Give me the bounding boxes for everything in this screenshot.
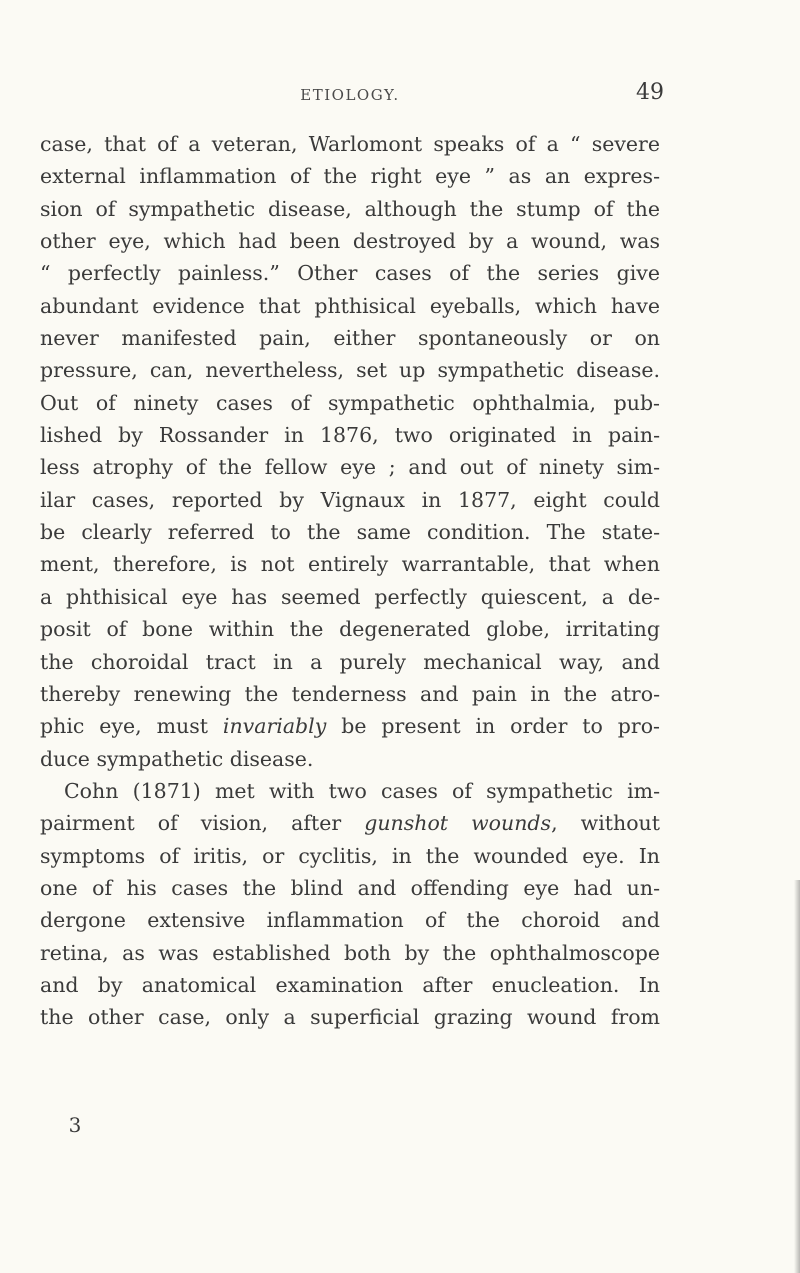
text-line: never manifested pain, either spontaneously or on xyxy=(40,326,660,351)
text-line: symptoms of iritis, or cyclitis, in the wounded eye. In xyxy=(40,843,660,868)
page-number: 49 xyxy=(636,80,664,105)
text-line: the choroidal tract in a purely mechanical way, and xyxy=(40,649,660,674)
running-head: ETIOLOGY. xyxy=(300,86,400,104)
text-line: be clearly referred to the same condition. The state- xyxy=(40,520,660,545)
text-line: duce sympathetic disease. xyxy=(40,746,314,771)
text-line: pressure, can, nevertheless, set up sympathetic disease. xyxy=(40,358,660,383)
italic-emphasis: gunshot wounds xyxy=(364,811,552,836)
text-line: thereby renewing the tenderness and pain in the atro- xyxy=(40,681,660,706)
text-line: one of his cases the blind and offending eye had un- xyxy=(40,875,660,900)
text-line: sion of sympathetic disease, although the stump of the xyxy=(40,196,660,221)
text-line: ilar cases, reported by Vignaux in 1877, eight could xyxy=(40,487,660,512)
signature-mark: 3 xyxy=(68,1113,82,1137)
text-line: Cohn (1871) met with two cases of sympathetic im- xyxy=(64,778,660,803)
text-line: posit of bone within the degenerated globe, irritating xyxy=(40,617,660,642)
text-line: Out of ninety cases of sympathetic ophthalmia, pub- xyxy=(40,390,660,415)
text-line: other eye, which had been destroyed by a wound, was xyxy=(40,229,660,254)
text-line: ment, therefore, is not entirely warrantable, that when xyxy=(40,552,660,577)
page-edge-shadow xyxy=(794,880,800,1273)
italic-emphasis: invariably xyxy=(222,714,327,739)
text-line: phic eye, must invariably be present in order to pro- xyxy=(40,714,660,739)
text-line: retina, as was established both by the ophthalmoscope xyxy=(40,940,660,965)
text-line: and by anatomical examination after enucleation. In xyxy=(40,972,660,997)
text-line: external inflammation of the right eye ” as an expres- xyxy=(40,164,660,189)
text-line: dergone extensive inflammation of the choroid and xyxy=(40,908,660,933)
text-line: less atrophy of the fellow eye ; and out of ninety sim- xyxy=(40,455,660,480)
text-line: abundant evidence that phthisical eyeballs, which have xyxy=(40,293,660,318)
text-line: “ perfectly painless.” Other cases of the series give xyxy=(40,261,660,286)
body-text xyxy=(40,128,660,1034)
text-line: pairment of vision, after gunshot wounds, without xyxy=(40,811,660,836)
text-line: the other case, only a superficial grazing wound from xyxy=(40,1005,660,1030)
text-line: lished by Rossander in 1876, two originated in pain- xyxy=(40,423,660,448)
text-line: a phthisical eye has seemed perfectly quiescent, a de- xyxy=(40,584,660,609)
text-line: case, that of a veteran, Warlomont speaks of a “ severe xyxy=(40,132,660,156)
page-header xyxy=(40,80,664,114)
